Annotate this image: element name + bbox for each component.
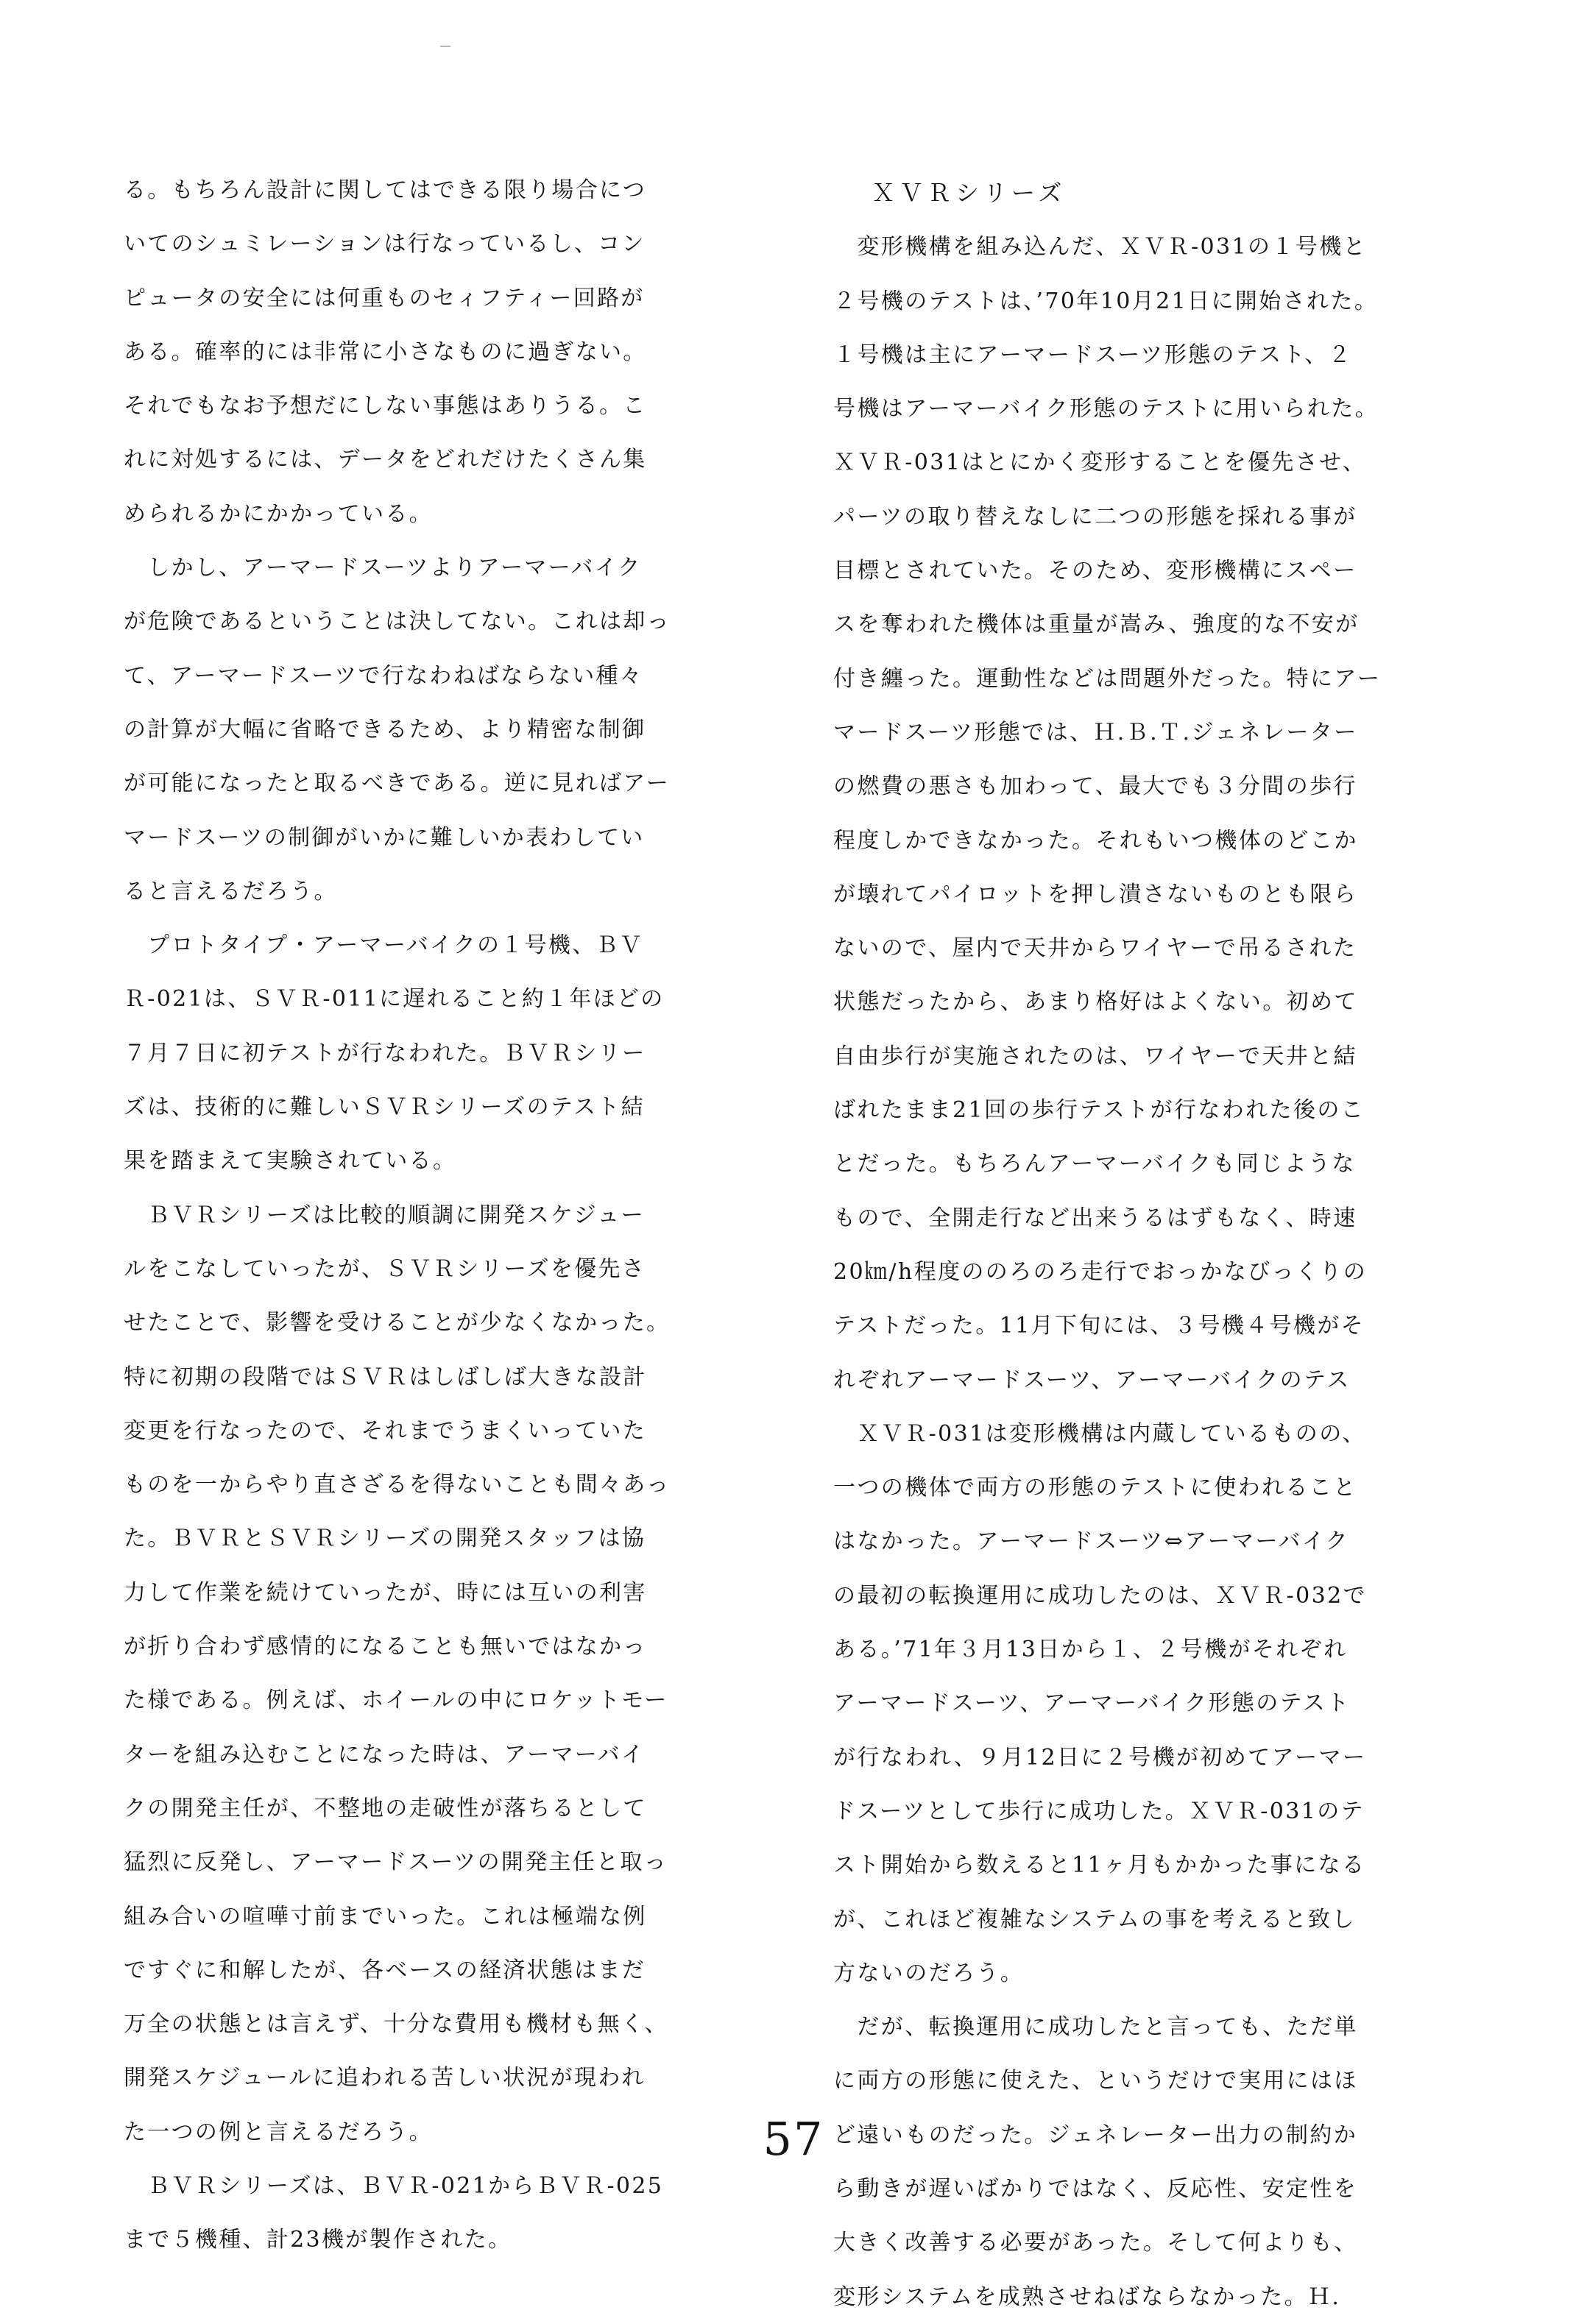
text-line: 方ないのだろう。 xyxy=(833,1960,1025,1986)
text-line: Ｒ-021は、ＳＶＲ-011に遅れること約１年ほどの xyxy=(124,986,665,1013)
text-line: それでもなお予想だにしない事態はありうる。こ xyxy=(124,393,647,419)
text-line: まで５機種、計23機が製作された。 xyxy=(124,2227,512,2253)
text-line: ズは、技術的に難しいＳＶＲシリーズのテスト結 xyxy=(124,1094,645,1121)
right-text-column xyxy=(833,166,1429,2324)
text-line: せたことで、影響を受けることが少なくなかった。 xyxy=(124,1310,671,1336)
text-line: ど遠いものだった。ジェネレーター出力の制約か xyxy=(833,2122,1358,2148)
text-line: はなかった。アーマードスーツ⇔アーマーバイク xyxy=(833,1528,1350,1555)
text-line: た。ＢＶＲとＳＶＲシリーズの開発スタッフは協 xyxy=(124,1526,646,1552)
text-line: ＸＶＲ-031は変形機構は内蔵しているものの、 xyxy=(833,1420,1366,1447)
text-line: スを奪われた機体は重量が嵩み、強度的な不安が xyxy=(833,612,1360,638)
text-line: もので、全開走行など出来うるはずもなく、時速 xyxy=(833,1205,1357,1231)
text-line: の最初の転換運用に成功したのは、ＸＶＲ-032で xyxy=(833,1582,1367,1609)
text-line: ＸＶＲ-031はとにかく変形することを優先させ、 xyxy=(833,450,1367,476)
text-line: て、アーマードスーツで行なわねばならない種々 xyxy=(124,662,644,689)
text-line: 状態だったから、あまり格好はよくない。初めて xyxy=(833,989,1358,1016)
text-line: ターを組み込むことになった時は、アーマーバイ xyxy=(124,1741,646,1768)
left-text-column xyxy=(124,163,713,2267)
text-line: ないので、屋内で天井からワイヤーで吊るされた xyxy=(833,935,1357,962)
text-line: ると言えるだろう。 xyxy=(124,878,338,904)
text-line: ＢＶＲシリーズは、ＢＶＲ-021からＢＶＲ-025 xyxy=(124,2172,664,2199)
text-line: る。もちろん設計に関してはできる限り場合につ xyxy=(124,177,646,203)
text-line: 猛烈に反発し、アーマードスーツの開発主任と取っ xyxy=(124,1849,668,1876)
text-line: ドスーツとして歩行に成功した。ＸＶＲ-031のテ xyxy=(833,1798,1365,1824)
text-line: れぞれアーマードスーツ、アーマーバイクのテス xyxy=(833,1367,1351,1393)
text-line: 20㎞/h程度ののろのろ走行でおっかなびっくりの xyxy=(833,1258,1368,1285)
text-line: １号機は主にアーマードスーツ形態のテスト、２ xyxy=(833,341,1352,368)
text-line: とだった。もちろんアーマーバイクも同じような xyxy=(833,1151,1356,1177)
text-line: 万全の状態とは言えず、十分な費用も機材も無く、 xyxy=(124,2011,668,2038)
text-line: が可能になったと取るべきである。逆に見ればアー xyxy=(124,770,670,797)
page-number: 57 xyxy=(763,2112,824,2166)
right-text-lines xyxy=(833,220,1429,2324)
text-line: が壊れてパイロットを押し潰さないものとも限ら xyxy=(833,881,1358,907)
text-line: パーツの取り替えなしに二つの形態を採れる事が xyxy=(833,503,1357,530)
text-line: が、これほど複雑なシステムの事を考えると致し xyxy=(833,1906,1356,1932)
text-line: しかし、アーマードスーツよりアーマーバイク xyxy=(124,555,642,581)
text-line: の計算が大幅に省略できるため、より精密な制御 xyxy=(124,716,646,743)
text-line: 大きく改善する必要があった。そして何よりも、 xyxy=(833,2230,1358,2256)
text-line: が折り合わず感情的になることも無いではなかっ xyxy=(124,1634,647,1660)
text-line: 組み合いの喧嘩寸前までいった。これは極端な例 xyxy=(124,1903,647,1930)
text-line: れに対処するには、データをどれだけたくさん集 xyxy=(124,447,647,473)
text-line: 変更を行なったので、それまでうまくいっていた xyxy=(124,1417,646,1444)
text-line: 程度しかできなかった。それもいつ機体のどこか xyxy=(833,827,1358,854)
text-line: 目標とされていた。そのため、変形機構にスペー xyxy=(833,558,1357,584)
text-line: プロトタイプ・アーマーバイクの１号機、ＢＶ xyxy=(124,932,644,959)
text-line: ばれたまま21回の歩行テストが行なわれた後のこ xyxy=(833,1097,1365,1124)
text-line: た一つの例と言えるだろう。 xyxy=(124,2119,433,2145)
text-line: 一つの機体で両方の形態のテストに使われること xyxy=(833,1475,1357,1501)
text-line: ある。確率的には非常に小さなものに過ぎない。 xyxy=(124,339,647,365)
text-line: スト開始から数えると11ヶ月もかかった事になる xyxy=(833,1852,1366,1879)
section-heading: ＸＶＲシリーズ xyxy=(872,179,1067,207)
text-line: 変形システムを成熟させねばならなかった。Ｈ. xyxy=(833,2284,1341,2310)
text-line: 力して作業を続けていったが、時には互いの利害 xyxy=(124,1579,647,1606)
scan-mark xyxy=(440,46,450,47)
text-line: ピュータの安全には何重ものセィフティー回路が xyxy=(124,285,645,311)
text-line: 号機はアーマーバイク形態のテストに用いられた。 xyxy=(833,396,1379,422)
text-line: 付き纏った。運動性などは問題外だった。特にアー xyxy=(833,665,1382,692)
text-line: ルをこなしていったが、ＳＶＲシリーズを優先さ xyxy=(124,1255,646,1282)
text-line: ある。’71年３月13日から１、２号機がそれぞれ xyxy=(833,1637,1348,1663)
text-line: ＢＶＲシリーズは比較的順調に開発スケジュー xyxy=(124,1202,645,1228)
text-line: マードスーツ形態では、Ｈ.Ｂ.Ｔ.ジェネレーター xyxy=(833,719,1358,745)
text-line: 自由歩行が実施されたのは、ワイヤーで天井と結 xyxy=(833,1043,1357,1069)
text-line: いてのシュミレーションは行なっているし、コン xyxy=(124,231,646,258)
text-line: マードスーツの制御がいかに難しいか表わしてい xyxy=(124,824,645,851)
text-line: クの開発主任が、不整地の走破性が落ちるとして xyxy=(124,1795,647,1821)
text-line: に両方の形態に使えた、というだけで実用にはほ xyxy=(833,2068,1358,2094)
text-line: 開発スケジュールに追われる苦しい状況が現われ xyxy=(124,2065,646,2091)
text-line: が危険であるということは決してない。これは却っ xyxy=(124,609,671,635)
text-line: アーマードスーツ、アーマーバイク形態のテスト xyxy=(833,1690,1351,1717)
text-line: 果を踏まえて実験されている。 xyxy=(124,1148,457,1175)
text-line: められるかにかかっている。 xyxy=(124,500,433,527)
text-line: 変形機構を組み込んだ、ＸＶＲ-031の１号機と xyxy=(833,234,1367,261)
text-line: ２号機のテストは、’70年10月21日に開始された。 xyxy=(833,288,1379,314)
text-line: ら動きが遅いばかりではなく、反応性、安定性を xyxy=(833,2175,1358,2202)
text-line: ですぐに和解したが、各ベースの経済状態はまだ xyxy=(124,1957,646,1983)
text-line: た様である。例えば、ホイールの中にロケットモー xyxy=(124,1687,668,1714)
text-line: テストだった。11月下旬には、３号機４号機がそ xyxy=(833,1313,1365,1339)
text-line: の燃費の悪さも加わって、最大でも３分間の歩行 xyxy=(833,773,1357,800)
text-line: 特に初期の段階ではＳＶＲはしばしば大きな設計 xyxy=(124,1364,647,1390)
text-line: ７月７日に初テストが行なわれた。ＢＶＲシリー xyxy=(124,1040,646,1066)
text-line: が行なわれ、９月12日に２号機が初めてアーマー xyxy=(833,1744,1367,1771)
text-line: だが、転換運用に成功したと言っても、ただ単 xyxy=(833,2014,1358,2041)
text-line: ものを一からやり直さざるを得ないことも間々あっ xyxy=(124,1472,671,1498)
